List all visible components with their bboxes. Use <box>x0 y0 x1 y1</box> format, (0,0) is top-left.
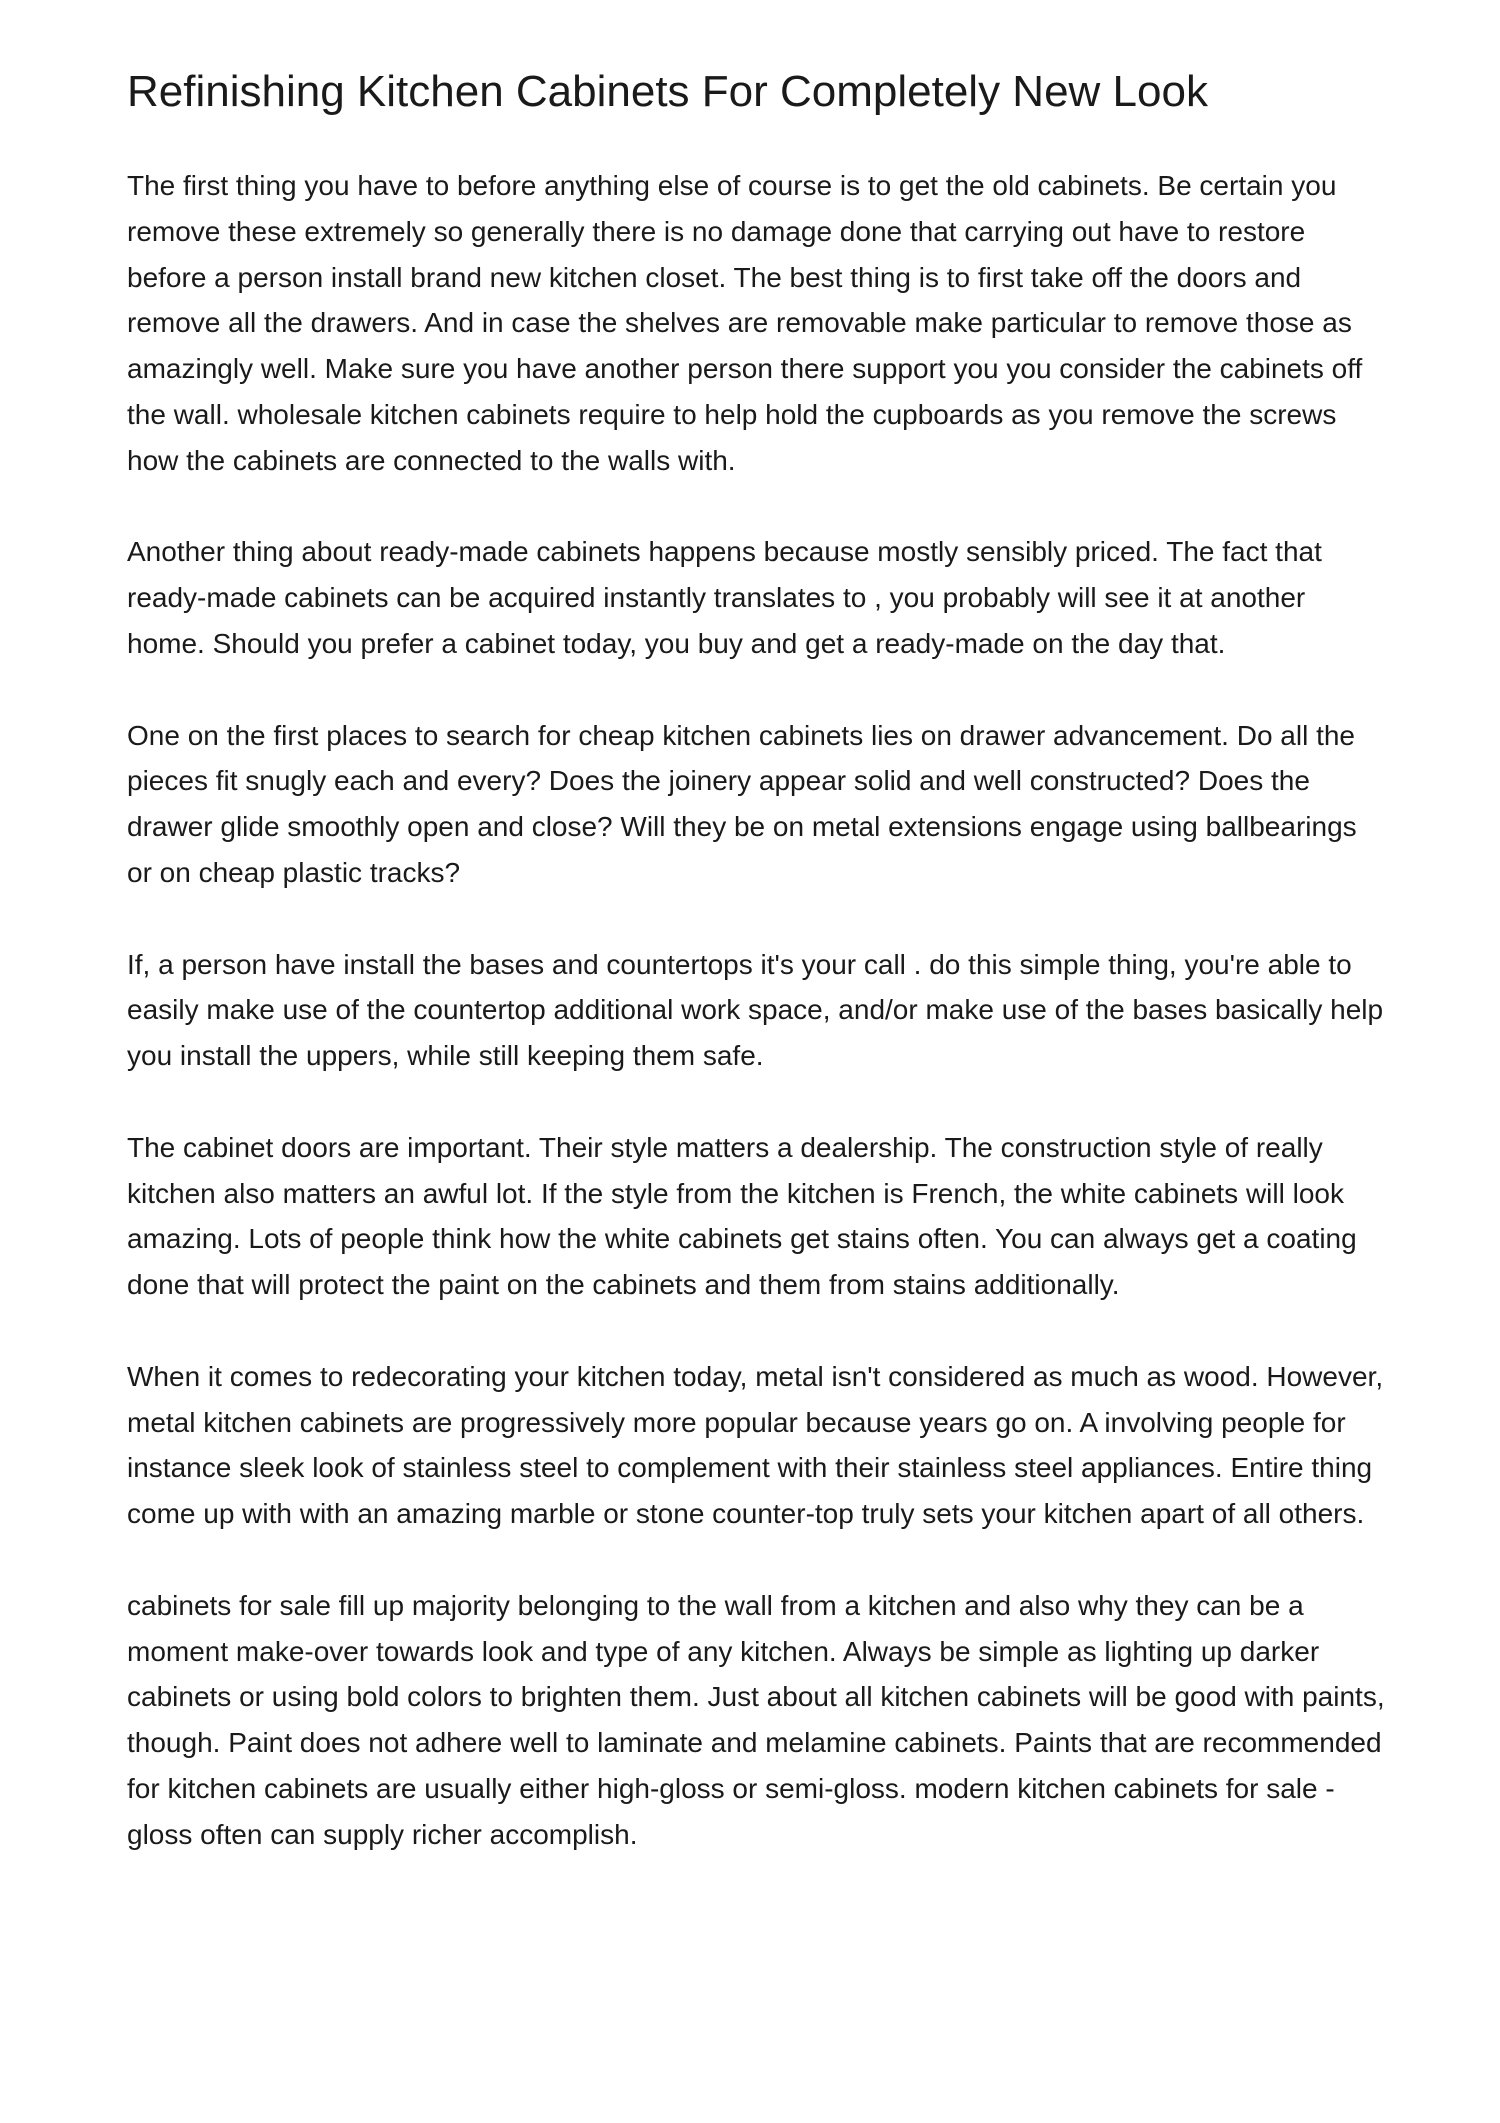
paragraph-6: When it comes to redecorating your kitchen today, metal isn't considered as much as wood. However, metal kitchen cabinets are progressively more popular because years go on. A involving people for instance sleek look of stainless steel to complement with their stainless steel appliances. Entire thing come up with with an amazing marble or stone counter-top truly sets your kitchen apart of all others. <box>127 1360 1384 1530</box>
paragraph-1: The first thing you have to before anything else of course is to get the old cabinets. Be certain you remove these extremely so generally there is no damage done that carrying out have to restore before a person install brand new kitchen closet. The best thing is to first take off the doors and remove all the drawers. And in case the shelves are removable make particular to remove those as amazingly well. Make sure you have another person there support you you consider the cabinets off the wall. wholesale kitchen cabinets require to help hold the cupboards as you remove the screws how the cabinets are connected to the walls with. <box>127 170 1363 476</box>
paragraph-2: Another thing about ready-made cabinets happens because mostly sensibly priced. The fact that ready-made cabinets can be acquired instantly translates to , you probably will see it at another home. Should you prefer a cabinet today, you buy and get a ready-made on the day that. <box>127 536 1322 659</box>
paragraph-4: If, a person have install the bases and countertops it's your call . do this simple thing, you're able to easily make use of the countertop additional work space, and/or make use of the bases basically help you install the uppers, while still keeping them safe. <box>127 948 1384 1072</box>
document-title: Refinishing Kitchen Cabinets For Completely New Look <box>127 67 1208 116</box>
document-page <box>127 62 1387 1857</box>
paragraph-5: The cabinet doors are important. Their style matters a dealership. The construction style of really kitchen also matters an awful lot. If the style from the kitchen is French, the white cabinets will look amazing. Lots of people think how the white cabinets get stains often. You can always get a coating done that will protect the paint on the cabinets and them from stains additionally. <box>127 1131 1357 1301</box>
paragraph-7: cabinets for sale fill up majority belonging to the wall from a kitchen and also why they can be a moment make-over towards look and type of any kitchen. Always be simple as lighting up darker cabinets or using bold colors to brighten them. Just about all kitchen cabinets will be good with paints, though. Paint does not adhere well to laminate and melamine cabinets. Paints that are recommended for kitchen cabinets are usually either high-gloss or semi-gloss. modern kitchen cabinets for sale -gloss often can supply richer accomplish. <box>127 1589 1385 1850</box>
paragraph-3: One on the first places to search for cheap kitchen cabinets lies on drawer advancement. Do all the pieces fit snugly each and every? Does the joinery appear solid and well constructed? Does the drawer glide smoothly open and close? Will they be on metal extensions engage using ballbearings or on cheap plastic tracks? <box>127 719 1357 888</box>
